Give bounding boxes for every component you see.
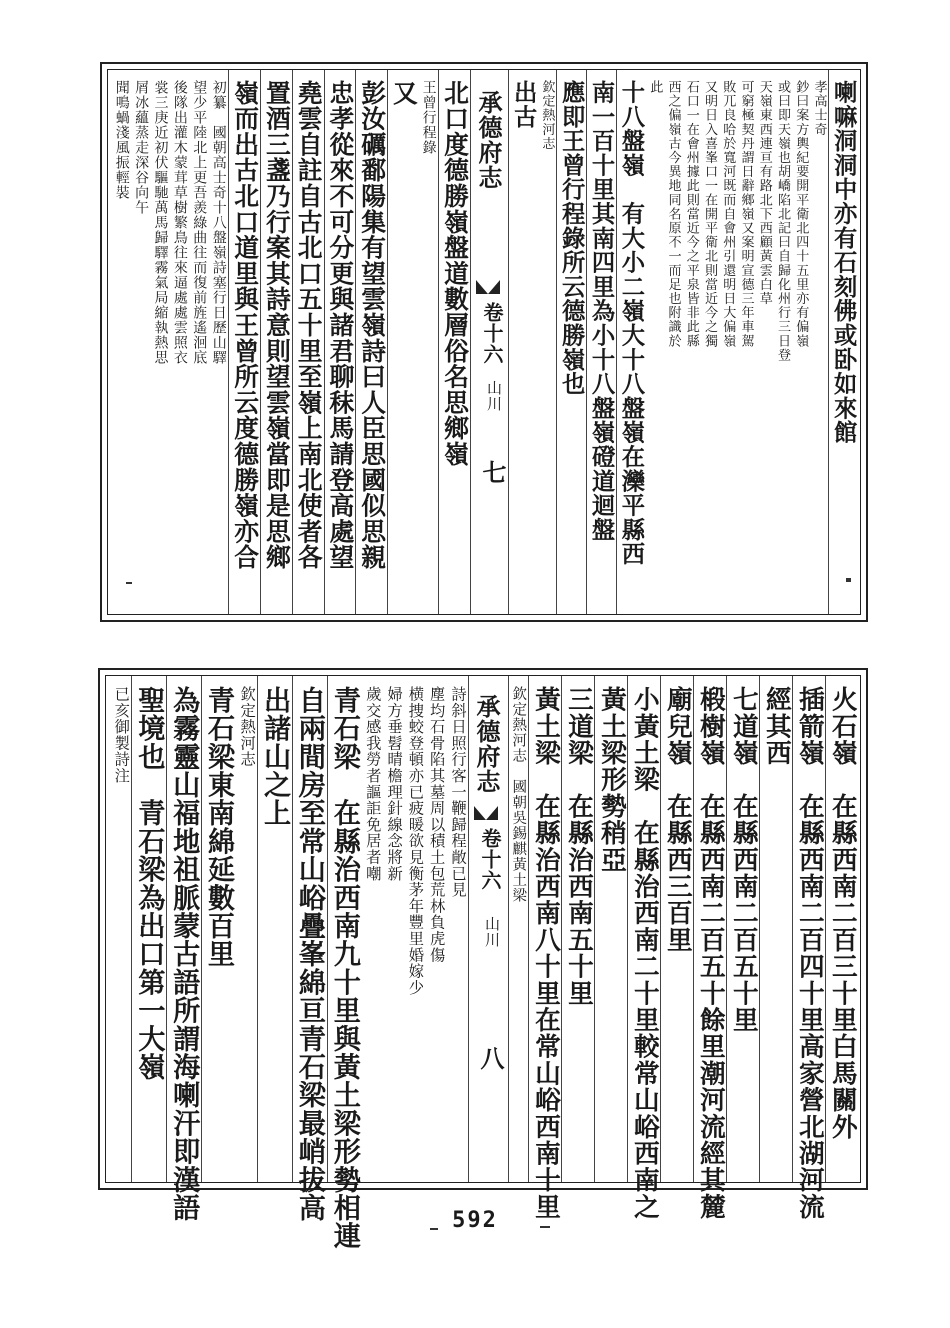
text-column: 出諸山之上	[259, 686, 292, 827]
scan-speck	[126, 582, 132, 584]
annotation-column: 欽定熱河志	[238, 686, 257, 768]
annotation-column: 塵均石骨陷其墓周以積土包荒林負虎傷	[427, 686, 446, 964]
annotation-column: 天嶺東西連亘有路北下西顧黃雲白草	[756, 80, 772, 306]
text-column: 彭汝礪鄱陽集有望雲嶺詩曰人臣思國似思親	[357, 80, 387, 571]
annotation-column: 石口一在會州據此則當近今之平泉皆非此縣	[683, 80, 699, 348]
annotation-column: 鈔曰案方輿紀要開平衛北四十五里亦有偏嶺	[793, 80, 809, 348]
text-column: 小黃土梁 在縣治西南二十里較常山峪西南之	[629, 686, 660, 1220]
page-number: 592	[452, 1208, 498, 1233]
annotation-column: 屑冰蘊蒸走深谷向午	[133, 80, 150, 215]
annotation-column: 聞鳴蝸淺風振輕裝	[113, 80, 130, 200]
annotation-column: 孝高士奇	[811, 80, 827, 137]
text-column: 七道嶺 在縣西南二百五十里	[728, 686, 759, 1034]
annotation-column: 歲交感我勞者謳詎免居者嘲	[363, 686, 382, 882]
column-rule	[528, 676, 529, 1182]
column-rule	[228, 70, 229, 614]
annotation-column: 詩斜日照行客一鞭歸程敞已見	[448, 686, 467, 898]
text-column: 插箭嶺 在縣西南二百四十里高家營北湖河流	[794, 686, 825, 1220]
annotation-column: 已亥御製詩注	[112, 686, 131, 784]
annotation-column: 西之偏嶺古今異地同名原不一而足也附識於	[665, 80, 681, 348]
bottom-page-margin-folio: 八	[476, 1046, 505, 1071]
column-rule	[131, 676, 132, 1182]
text-column: 為霧靈山福地祖脈蒙古語所謂海喇汗即漢語	[168, 686, 201, 1222]
column-rule	[260, 70, 261, 614]
annotation-column: 横捜蛟登頓亦已疲暖欲見衡茅年豐里婚嫁少	[406, 686, 425, 996]
top-page	[100, 62, 868, 622]
bottom-page-margin-juan: 卷十六	[478, 828, 502, 891]
top-page-margin-title: 承德府志	[474, 90, 503, 190]
column-rule	[201, 676, 202, 1182]
column-rule	[693, 676, 694, 1182]
text-column: 十八盤嶺 有大小二嶺大十八盤嶺在灤平縣西	[617, 80, 645, 566]
fold-margin-rule	[470, 70, 471, 614]
bottom-page-margin-section: 山川	[483, 916, 501, 948]
column-rule	[594, 676, 595, 1182]
annotation-column: 欽定熱河志 國朝吳錫麒黃土梁	[510, 686, 527, 903]
annotation-column: 初纂 國朝高士奇十八盤嶺詩塞行日歷山驛	[210, 80, 227, 365]
annotation-column: 此	[647, 80, 663, 95]
text-column: 應即王曾行程錄所云德勝嶺也	[557, 80, 585, 396]
text-column: 火石嶺 在縣西南二百三十里白馬關外	[827, 686, 858, 1140]
column-rule	[327, 676, 328, 1182]
column-rule	[257, 676, 258, 1182]
fold-margin-rule	[508, 676, 509, 1182]
text-column: 又	[389, 80, 419, 106]
top-page-margin-folio: 七	[478, 460, 507, 485]
column-rule	[825, 676, 826, 1182]
annotation-column: 後隊出灌木蒙茸草樹繁鳥往來逼處處雲照衣	[171, 80, 188, 365]
column-rule	[166, 676, 167, 1182]
column-rule	[292, 70, 293, 614]
annotation-column: 欽定熱河志	[539, 80, 555, 151]
scan-speck	[540, 1226, 550, 1228]
bottom-fishtail-icon	[474, 806, 498, 820]
column-rule	[627, 676, 628, 1182]
column-rule	[726, 676, 727, 1182]
text-column: 堯雲自註自古北口五十里至嶺上南北使者各	[294, 80, 324, 571]
text-column: 黃土梁形勢稍亞	[596, 686, 627, 873]
fold-margin-rule	[468, 676, 469, 1182]
text-column: 經其西	[761, 686, 792, 767]
text-column: 聖境也 青石梁為出口第一大嶺	[133, 686, 166, 1081]
text-column: 青石梁 在縣治西南九十里與黃土梁形勢相連	[328, 686, 361, 1250]
column-rule	[759, 676, 760, 1182]
text-column: 北口度德勝嶺盤道數層俗名思鄉嶺	[440, 80, 470, 467]
text-column: 三道梁 在縣治西南五十里	[563, 686, 594, 1007]
text-column: 椴樹嶺 在縣西南二百五十餘里潮河流經其麓	[695, 686, 726, 1220]
column-rule	[355, 70, 356, 614]
top-fishtail-icon	[476, 280, 500, 294]
annotation-column: 可窮極契丹謂日辭鄉嶺又案明宣德三年車駕	[738, 80, 754, 348]
column-rule	[324, 70, 325, 614]
top-page-margin-section: 山川	[485, 380, 503, 412]
column-rule	[556, 70, 557, 614]
annotation-column: 敗兀良哈於寬河既而自會州引還明日大偏嶺	[720, 80, 736, 348]
text-column: 忠孝從來不可分更與諸君聊秣馬請登高處望	[325, 80, 355, 571]
text-column: 喇嘛洞洞中亦有石刻佛或卧如來館	[829, 80, 857, 445]
column-rule	[438, 70, 439, 614]
annotation-column: 或曰即天嶺也胡嶠陷北記曰自歸化州行三日登	[775, 80, 791, 362]
text-column: 南一百十里其南四里為小十八盤嶺磴道迴盤	[587, 80, 615, 542]
column-rule	[292, 676, 293, 1182]
scan-speck	[430, 1228, 438, 1230]
column-rule	[660, 676, 661, 1182]
column-rule	[561, 676, 562, 1182]
text-column: 嶺而出古北口道里與王曾所云度德勝嶺亦合	[230, 80, 260, 571]
top-page-inner-frame	[107, 69, 861, 615]
fold-margin-rule	[508, 70, 509, 614]
text-column: 廟兒嶺 在縣西三百里	[662, 686, 693, 953]
column-rule	[828, 70, 829, 614]
text-column: 置酒三盞乃行案其詩意則望雲嶺當即是思鄉	[262, 80, 292, 571]
text-column: 自兩間房至常山峪疊峯綿亘青石梁最峭拔高	[293, 686, 326, 1222]
top-page-margin-juan: 卷十六	[480, 302, 504, 365]
annotation-column: 又明日入喜峯口一在開平衛北則當近今之獨	[702, 80, 718, 348]
column-rule	[792, 676, 793, 1182]
annotation-column: 婦方垂髫晴檐理針線念將新	[385, 686, 404, 882]
annotation-column: 望少平陸北上更吾羨綠曲往而復前旌遙洄底	[191, 80, 208, 365]
bottom-page-margin-title: 承德府志	[472, 694, 501, 794]
column-rule	[387, 70, 388, 614]
text-column: 出古	[509, 80, 537, 129]
text-column: 黃土梁 在縣治西南八十里在常山峪西南十里	[530, 686, 561, 1220]
annotation-column: 王曾行程錄	[420, 80, 437, 155]
scan-speck	[846, 578, 851, 582]
text-column: 青石梁東南綿延數百里	[203, 686, 235, 968]
annotation-column: 裳三庚近初伏驅馳萬馬歸驛霧氣局縮執熱思	[152, 80, 169, 365]
